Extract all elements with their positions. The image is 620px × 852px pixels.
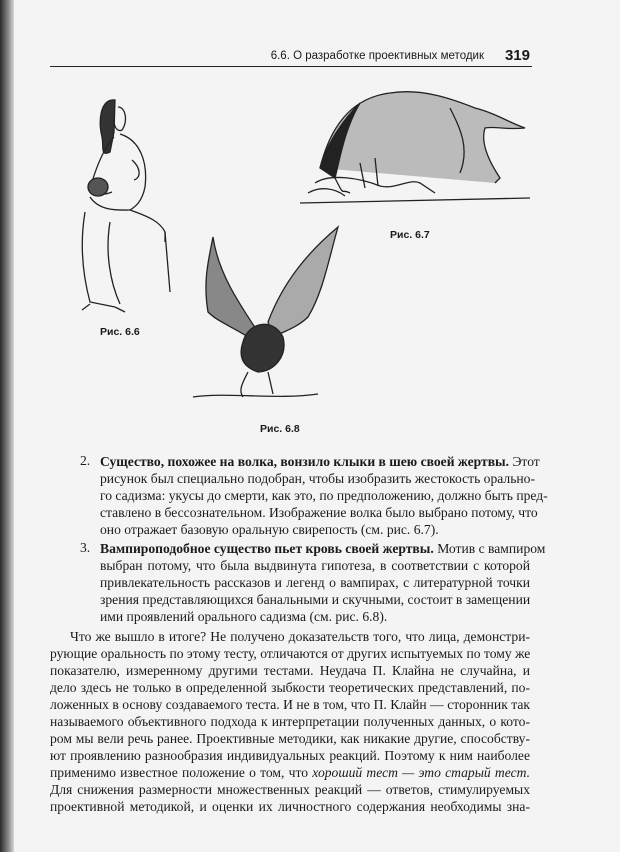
text-line: Для снижения размерности множественных реакций — ответов, стимулируемых [50,782,530,797]
list-item-heading: Вампироподобное существо пьет кровь своей жертвы. [100,541,434,556]
text-line: ставлено в бессознательном. Изображение волка было выбрано потому, что [100,505,538,520]
list-item-heading: Существо, похожее на волка, вонзило клыки в шею своей жертвы. [100,454,510,469]
running-header [50,48,532,67]
figure-caption: Рис. 6.7 [390,229,430,241]
text-line: Мотив с вампиром [437,541,546,556]
list-item-first-line [100,453,540,470]
text-line: называемого объективного подхода к интерпретации полученных данных, о кото- [50,714,530,729]
text-line: проективной методикой, и оценки их личностного содержания необходимы зна- [50,799,530,814]
list-number: 3. [80,540,91,555]
page-number: 319 [504,47,530,64]
text-line: ют проявлению разнообразия индивидуальных реакций. Поэтому к ним наиболее [50,748,530,763]
book-spine-shadow [0,0,14,852]
text-line-part: применимо известное положение о том, что [50,765,309,780]
figure-caption: Рис. 6.6 [100,326,140,338]
text-line: Этот [512,454,540,469]
figure-caption: Рис. 6.8 [260,423,300,435]
emphasis: хороший тест — это старый тест. [312,765,530,780]
text-line: ложенных в основу создаваемого теста. И не в том, что П. Клайн — сторонник так [50,697,530,712]
figure-mother-child [70,92,190,317]
text-line: показателю, измеренному другими тестами. Неудача П. Клайна не случайна, и [50,663,530,678]
figure-vampire [188,222,348,412]
text-line: ром мы вели речь ранее. Проективные методики, как никакие другие, способству- [50,731,530,746]
text-line: выбран потому, что была выдвинута гипотеза, в соответствии с которой [100,558,530,573]
figure-wolf [300,68,530,218]
text-line [50,764,530,781]
text-line: зрения представляющихся банальными и скучными, состоит в замещении [100,592,531,607]
section-title: 6.6. О разработке проективных методик [270,50,484,62]
text-line: рующие оральность по этому тесту, отличаются от других испытуемых по тому же [50,646,531,661]
text-line: рисунок был специально подобран, чтобы изобразить жестокость орально- [100,471,535,486]
text-line: ими проявлений орального садизма (см. рис. 6.8). [100,609,388,624]
text-line: оно отражает базовую оральную свирепость (см. рис. 6.7). [100,522,439,537]
text-line: дело здесь не только в определенной зыбкости теоретических представлений, по- [50,680,530,695]
text-line: привлекательность рассказов и легенд о вампирах, с литературной точки [100,575,530,590]
text-line: Что же вышло в итоге? Не получено доказательств того, что лица, демонстри- [70,629,530,644]
list-number: 2. [80,453,91,468]
list-item-first-line [100,540,546,557]
text-line: го садизма: укусы до смерти, как это, по предположению, должно быть пред- [100,488,548,503]
